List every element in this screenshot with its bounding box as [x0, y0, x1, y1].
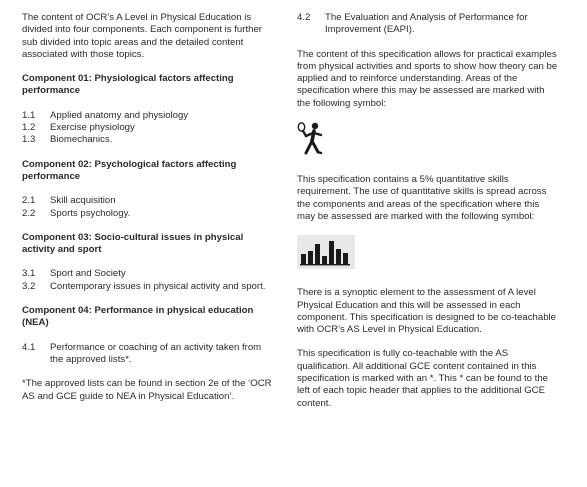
list-item	[22, 208, 274, 220]
list-item	[297, 12, 559, 37]
component-01-heading: Component 01: Physiological factors affecting performance	[22, 73, 234, 97]
component-03-heading: Component 03: Socio-cultural issues in physical activity and sport	[22, 231, 244, 256]
item-number: 1.3	[22, 134, 36, 146]
bar-chart-icon	[297, 235, 559, 269]
item-text: The Evaluation and Analysis of Performance for Improvement (EAPI).	[325, 12, 528, 36]
list-item	[22, 122, 274, 134]
item-text: Biomechanics.	[50, 134, 113, 146]
item-number: 2.2	[22, 207, 36, 219]
intro-paragraph: The content of OCR’s A Level in Physical Education is divided into four components. Each component is further sub divided into topic areas and the detailed content associated with those topics.	[22, 12, 262, 60]
item-text: Skill acquisition	[50, 195, 116, 207]
item-text: Sport and Society	[50, 268, 126, 280]
component-01-list	[22, 110, 274, 147]
item-text: Performance or coaching of an activity taken from the approved lists*.	[50, 341, 262, 365]
item-text: Contemporary issues in physical activity and sport.	[50, 280, 266, 292]
component-02-heading: Component 02: Psychological factors affecting performance	[22, 158, 237, 182]
list-item	[22, 268, 274, 280]
approved-lists-footnote: *The approved lists can be found in section 2e of the ‘OCR AS and GCE guide to NEA in Physical Education’.	[22, 378, 272, 402]
component-02-list	[22, 195, 274, 220]
list-item	[22, 110, 274, 122]
practical-examples-paragraph: The content of this specification allows for practical examples from physical activities and sports to show how theory can be applied and to reinforce understanding. Areas of the specification where this may be assessed are marked with the following symbol:	[297, 48, 558, 109]
item-text: Applied anatomy and physiology	[50, 109, 189, 121]
co-teachable-paragraph: This specification is fully co-teachable with the AS qualification. All additional GCE content contained in this specification is marked with an *. This * can be found to the left of each topic header that applies to the additional GCE content.	[297, 348, 548, 409]
item-number: 3.1	[22, 268, 36, 280]
tennis-player-icon	[297, 122, 559, 156]
synoptic-paragraph: There is a synoptic element to the assessment of A level Physical Education and this will be assessed in each component. This specification is designed to be co-teachable with OCR’s AS Level in Physical Education.	[297, 287, 557, 336]
item-number: 1.2	[22, 122, 36, 134]
item-number: 1.1	[22, 109, 36, 121]
item-number: 3.2	[22, 280, 36, 292]
right-column	[297, 12, 559, 410]
component-04-list	[22, 342, 274, 367]
item-number: 4.1	[22, 341, 36, 353]
item-number: 2.1	[22, 195, 36, 207]
quantitative-skills-paragraph: This specification contains a 5% quantitative skills requirement. The use of quantitative skills is spread across the components and areas of the specification where this may be assessed are marked with the following symbol:	[297, 174, 547, 222]
item-text: Sports psychology.	[50, 207, 131, 219]
item-number: 4.2	[297, 12, 311, 23]
component-03-list	[22, 268, 274, 293]
list-item	[22, 134, 274, 146]
list-item	[22, 342, 274, 367]
list-item	[22, 195, 274, 207]
list-item	[22, 281, 274, 293]
component-04-heading: Component 04: Performance in physical education (NEA)	[22, 305, 254, 329]
left-column	[22, 12, 274, 403]
item-text: Exercise physiology	[50, 122, 135, 134]
